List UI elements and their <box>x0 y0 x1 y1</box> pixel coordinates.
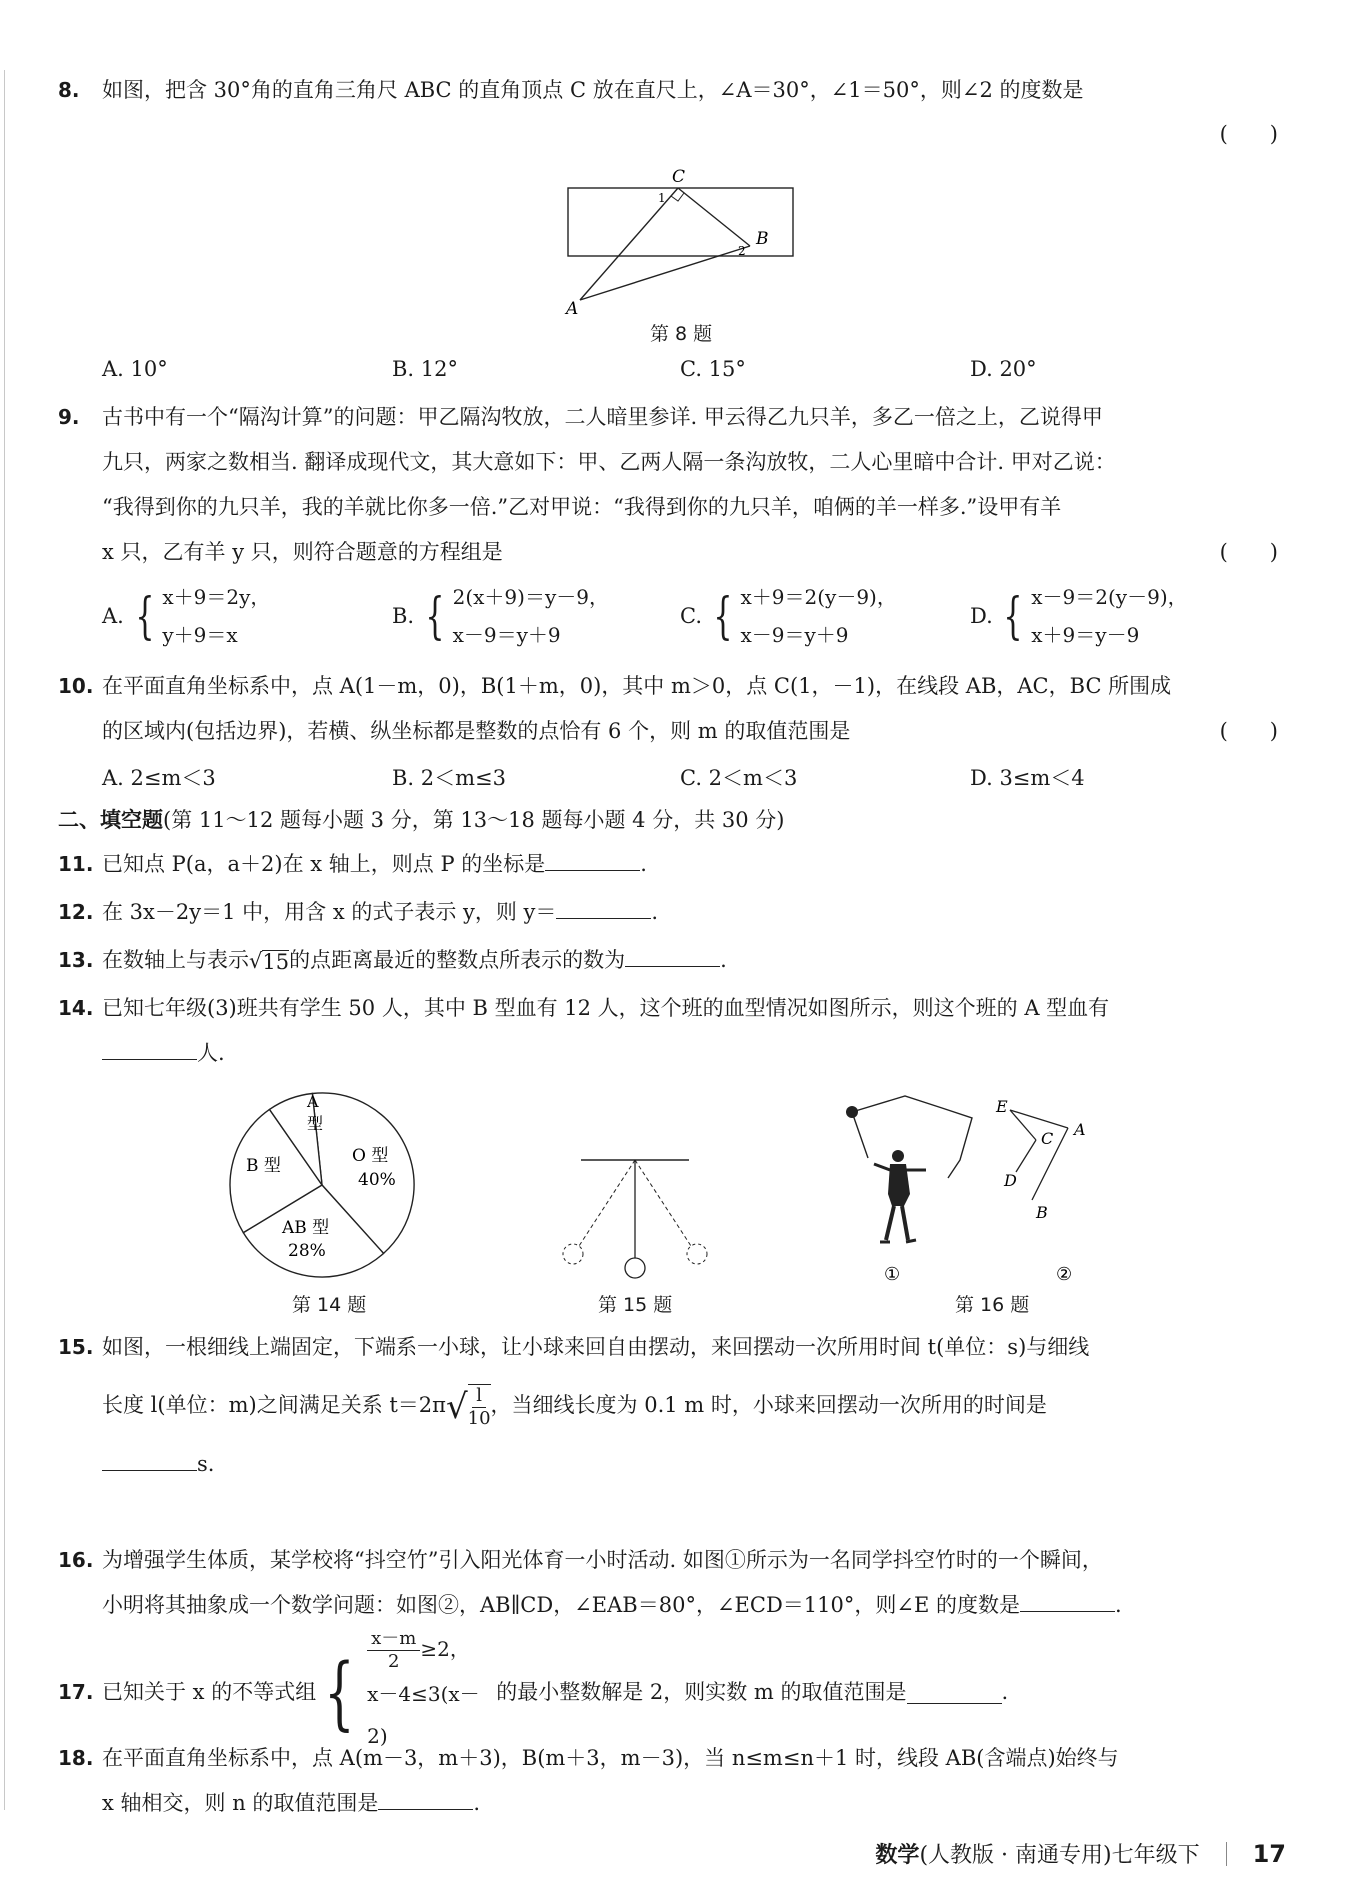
answer-parentheses: ( ) <box>1219 540 1278 564</box>
segment-cd <box>1016 1140 1036 1172</box>
equation-1: x＋9＝2y， <box>162 585 271 609</box>
option-c[interactable] <box>680 578 897 654</box>
label-a: A <box>566 299 579 318</box>
question-line-1: 已知七年级(3)班共有学生 50 人，其中 B 型血有 12 人，这个班的血型情况如图所示，则这个班的 A 型血有 <box>102 996 1110 1020</box>
question-number: 9. <box>58 405 80 429</box>
question-8 <box>58 68 1278 113</box>
footer-divider <box>1226 1842 1227 1866</box>
label-o-type: O 型 <box>352 1146 389 1166</box>
label-c: C <box>1041 1129 1054 1148</box>
label-angle-1: 1 <box>658 191 666 205</box>
answer-blank[interactable] <box>907 1681 1002 1704</box>
left-arm <box>874 1164 890 1170</box>
label-b: B <box>756 229 769 249</box>
question-9-options <box>102 578 1272 658</box>
question-text: 已知点 P(a，a＋2)在 x 轴上，则点 P 的坐标是 <box>102 852 546 876</box>
label-b: B <box>1036 1203 1048 1222</box>
question-15 <box>58 1325 1278 1487</box>
option-b[interactable] <box>392 578 609 654</box>
radicand: 15 <box>262 950 290 974</box>
question-text-2: 的点距离最近的整数点所表示的数为 <box>289 948 626 972</box>
question-line-2b: ，当细线长度为 0.1 m 时，小球来回摆动一次所用的时间是 <box>490 1393 1047 1417</box>
question-line-2: x 轴相交，则 n 的取值范围是 <box>102 1791 379 1815</box>
question-text: 在 3x－2y＝1 中，用含 x 的式子表示 y，则 y＝ <box>102 900 557 924</box>
option-a[interactable]: A. 2≤m＜3 <box>102 766 216 790</box>
brace-icon: { <box>134 587 154 645</box>
option-label: A. <box>102 604 124 628</box>
left-leg <box>886 1206 894 1240</box>
answer-parentheses: ( ) <box>1219 719 1278 743</box>
fraction-denominator: 10 <box>467 1407 491 1429</box>
figure-8-caption: 第 8 题 <box>650 323 713 345</box>
question-10 <box>58 664 1278 754</box>
question-text: 在数轴上与表示 <box>102 948 249 972</box>
question-11 <box>58 842 1278 887</box>
question-line-2: 九只，两家之数相当. 翻译成现代文，其大意如下：甲、乙两人隔一条沟放牧，二人心里暗中合计. 甲对乙说： <box>102 450 1116 474</box>
question-line-2: 人. <box>197 1041 225 1065</box>
equation-2: x－9＝y＋9 <box>452 623 561 647</box>
option-label: C. <box>680 604 702 628</box>
option-d[interactable]: D. 20° <box>970 357 1037 381</box>
section-heading <box>58 800 784 840</box>
label-a-letter: A <box>307 1092 319 1111</box>
answer-parentheses: ( ) <box>1219 122 1278 146</box>
edition-info: (人教版 · 南通专用)七年级下 <box>919 1843 1200 1868</box>
question-line-1: 在平面直角坐标系中，点 A(m－3，m＋3)，B(m＋3，m－3)，当 n≤m≤n＋1 时，线段 AB(含端点)始终与 <box>102 1746 1119 1770</box>
radical-icon: √ <box>249 949 263 973</box>
figure-16-caption: 第 16 题 <box>955 1294 1030 1316</box>
geometry-figure-2 <box>995 1097 1086 1222</box>
subfigure-2-label: ② <box>1056 1264 1073 1285</box>
period: . <box>640 852 647 876</box>
equation-2: x－9＝y＋9 <box>740 623 849 647</box>
question-text: 已知关于 x 的不等式组 <box>102 1680 317 1704</box>
option-b[interactable]: B. 12° <box>392 357 459 381</box>
question-18 <box>58 1736 1278 1826</box>
label-a: A <box>1074 1120 1086 1139</box>
ball-right-dashed <box>687 1244 707 1264</box>
answer-blank[interactable] <box>102 1448 197 1471</box>
figure-15-pendulum <box>555 1150 725 1285</box>
question-line-1: 如图，一根细线上端固定，下端系一小球，让小球来回自由摆动，来回摆动一次所用时间 t(单位：s)与细线 <box>102 1335 1090 1359</box>
option-c[interactable]: C. 15° <box>680 357 746 381</box>
string-left-dashed <box>579 1160 635 1246</box>
fraction-denominator: 2 <box>388 1651 400 1672</box>
question-13 <box>58 938 1278 984</box>
figure-8-triangle-ruler <box>560 168 810 318</box>
label-d: D <box>1004 1171 1017 1190</box>
sqrt-expression <box>249 939 289 984</box>
question-14 <box>58 986 1278 1076</box>
answer-blank[interactable] <box>378 1787 473 1810</box>
brace-icon: { <box>324 1645 355 1739</box>
period: . <box>1114 1593 1122 1617</box>
answer-blank[interactable] <box>545 848 640 871</box>
question-number: 18. <box>58 1746 94 1770</box>
label-b-type: B 型 <box>246 1156 281 1176</box>
radical-icon: √ <box>445 1386 468 1427</box>
brace-icon: { <box>713 587 733 645</box>
question-number: 14. <box>58 996 94 1020</box>
period: . <box>473 1791 481 1815</box>
option-label: B. <box>392 604 415 628</box>
option-a[interactable] <box>102 578 270 654</box>
question-line-3: “我得到你的九只羊，我的羊就比你多一倍.”乙对甲说：“我得到你的九只羊，咱俩的羊一样多.”设甲有羊 <box>102 495 1062 519</box>
period: . <box>720 948 727 972</box>
side-cb <box>678 188 750 246</box>
label-c: C <box>672 168 686 187</box>
question-text-2: 的最小整数解是 2，则实数 m 的取值范围是 <box>496 1680 907 1704</box>
answer-blank[interactable] <box>556 896 651 919</box>
question-text: 如图，把含 30°角的直角三角尺 ABC 的直角顶点 C 放在直尺上，∠A＝30°，∠1＝50°，则∠2 的度数是 <box>102 78 1084 102</box>
diabolo-string <box>852 1096 972 1178</box>
figure-14-pie-chart <box>222 1085 422 1285</box>
question-line-1: 在平面直角坐标系中，点 A(1－m，0)，B(1＋m，0)，其中 m＞0，点 C(1，－1)，在线段 AB，AC，BC 所围成 <box>102 674 1172 698</box>
string-right-dashed <box>635 1160 691 1246</box>
question-number: 16. <box>58 1548 94 1572</box>
question-number: 17. <box>58 1680 94 1704</box>
option-c[interactable]: C. 2＜m＜3 <box>680 766 798 790</box>
subject-title: 数学 <box>875 1843 920 1868</box>
equation-2: y＋9＝x <box>162 623 238 647</box>
question-line-1: 为增强学生体质，某学校将“抖空竹”引入阳光体育一小时活动. 如图①所示为一名同学抖空竹时的一个瞬间， <box>102 1548 1103 1572</box>
brace-icon: { <box>425 587 445 645</box>
question-number: 11. <box>58 852 94 876</box>
inequality-1: ≥2， <box>420 1637 470 1661</box>
right-leg <box>902 1206 908 1240</box>
equation-1: x＋9＝2(y－9)， <box>740 585 897 609</box>
period: . <box>651 900 659 924</box>
binding-rule <box>4 70 5 1810</box>
question-number: 12. <box>58 900 94 924</box>
fraction-numerator: l <box>472 1385 486 1408</box>
question-line-2: 小明将其抽象成一个数学问题：如图②，AB∥CD，∠EAB＝80°，∠ECD＝110°，则∠E 的度数是 <box>102 1593 1020 1617</box>
subfigure-1-label: ① <box>884 1264 901 1285</box>
fraction-numerator: x－m <box>367 1628 420 1651</box>
question-9 <box>58 395 1278 575</box>
question-line-2a: 长度 l(单位：m)之间满足关系 t＝2π <box>102 1393 446 1417</box>
label-a-type: 型 <box>307 1114 324 1133</box>
answer-blank[interactable] <box>102 1037 197 1060</box>
segment-ea <box>1010 1110 1068 1128</box>
equation-2: x＋9＝y－9 <box>1031 623 1140 647</box>
question-line-1: 古书中有一个“隔沟计算”的问题：甲乙隔沟牧放，二人暗里参详. 甲云得乙九只羊，多乙一倍之上，乙说得甲 <box>102 405 1103 429</box>
label-o-percent: 40% <box>358 1170 396 1190</box>
figure-14-caption: 第 14 题 <box>292 1294 367 1316</box>
question-number: 8. <box>58 78 80 102</box>
diabolo-player-figure <box>846 1096 972 1242</box>
ball <box>625 1258 645 1278</box>
answer-blank[interactable] <box>1020 1589 1115 1612</box>
head <box>892 1150 904 1162</box>
equation-1: 2(x＋9)＝y－9， <box>452 585 609 609</box>
inequality-2: x－4≤3(x－2) <box>367 1682 480 1748</box>
period: . <box>1001 1680 1009 1704</box>
label-ab-percent: 28% <box>288 1241 326 1261</box>
question-10-options <box>102 762 1272 792</box>
answer-blank[interactable] <box>625 944 720 967</box>
option-a[interactable]: A. 10° <box>102 357 168 381</box>
option-d[interactable] <box>970 578 1188 654</box>
label-e: E <box>996 1097 1008 1116</box>
ball-left-dashed <box>563 1244 583 1264</box>
question-12 <box>58 890 1278 935</box>
figure-15-caption: 第 15 题 <box>598 1294 673 1316</box>
question-16 <box>58 1538 1278 1628</box>
brace-icon: { <box>1003 587 1023 645</box>
question-8-options <box>102 357 1272 387</box>
sqrt-fraction <box>446 1372 491 1442</box>
right-foot <box>906 1240 916 1242</box>
label-ab-type: AB 型 <box>282 1218 330 1238</box>
label-angle-2: 2 <box>738 244 746 258</box>
left-stick <box>852 1112 868 1158</box>
question-line-2: 的区域内(包括边界)，若横、纵坐标都是整数的点恰有 6 个，则 m 的取值范围是 <box>102 719 851 743</box>
figure-16-diabolo <box>830 1090 1160 1290</box>
option-b[interactable]: B. 2＜m≤3 <box>392 766 507 790</box>
question-line-4: x 只，乙有羊 y 只，则符合题意的方程组是 <box>102 540 503 564</box>
page-footer <box>875 1838 1286 1869</box>
option-label: D. <box>970 604 993 628</box>
option-d[interactable]: D. 3≤m＜4 <box>970 766 1085 790</box>
section-note: (第 11～12 题每小题 3 分，第 13～18 题每小题 4 分，共 30 分) <box>163 808 785 832</box>
equation-1: x－9＝2(y－9)， <box>1031 585 1188 609</box>
question-number: 10. <box>58 674 94 698</box>
question-number: 15. <box>58 1335 94 1359</box>
page-number: 17 <box>1252 1839 1286 1868</box>
side-ab <box>580 246 750 300</box>
unit-seconds: s. <box>197 1451 215 1476</box>
question-number: 13. <box>58 948 94 972</box>
section-title: 二、填空题 <box>58 808 163 832</box>
